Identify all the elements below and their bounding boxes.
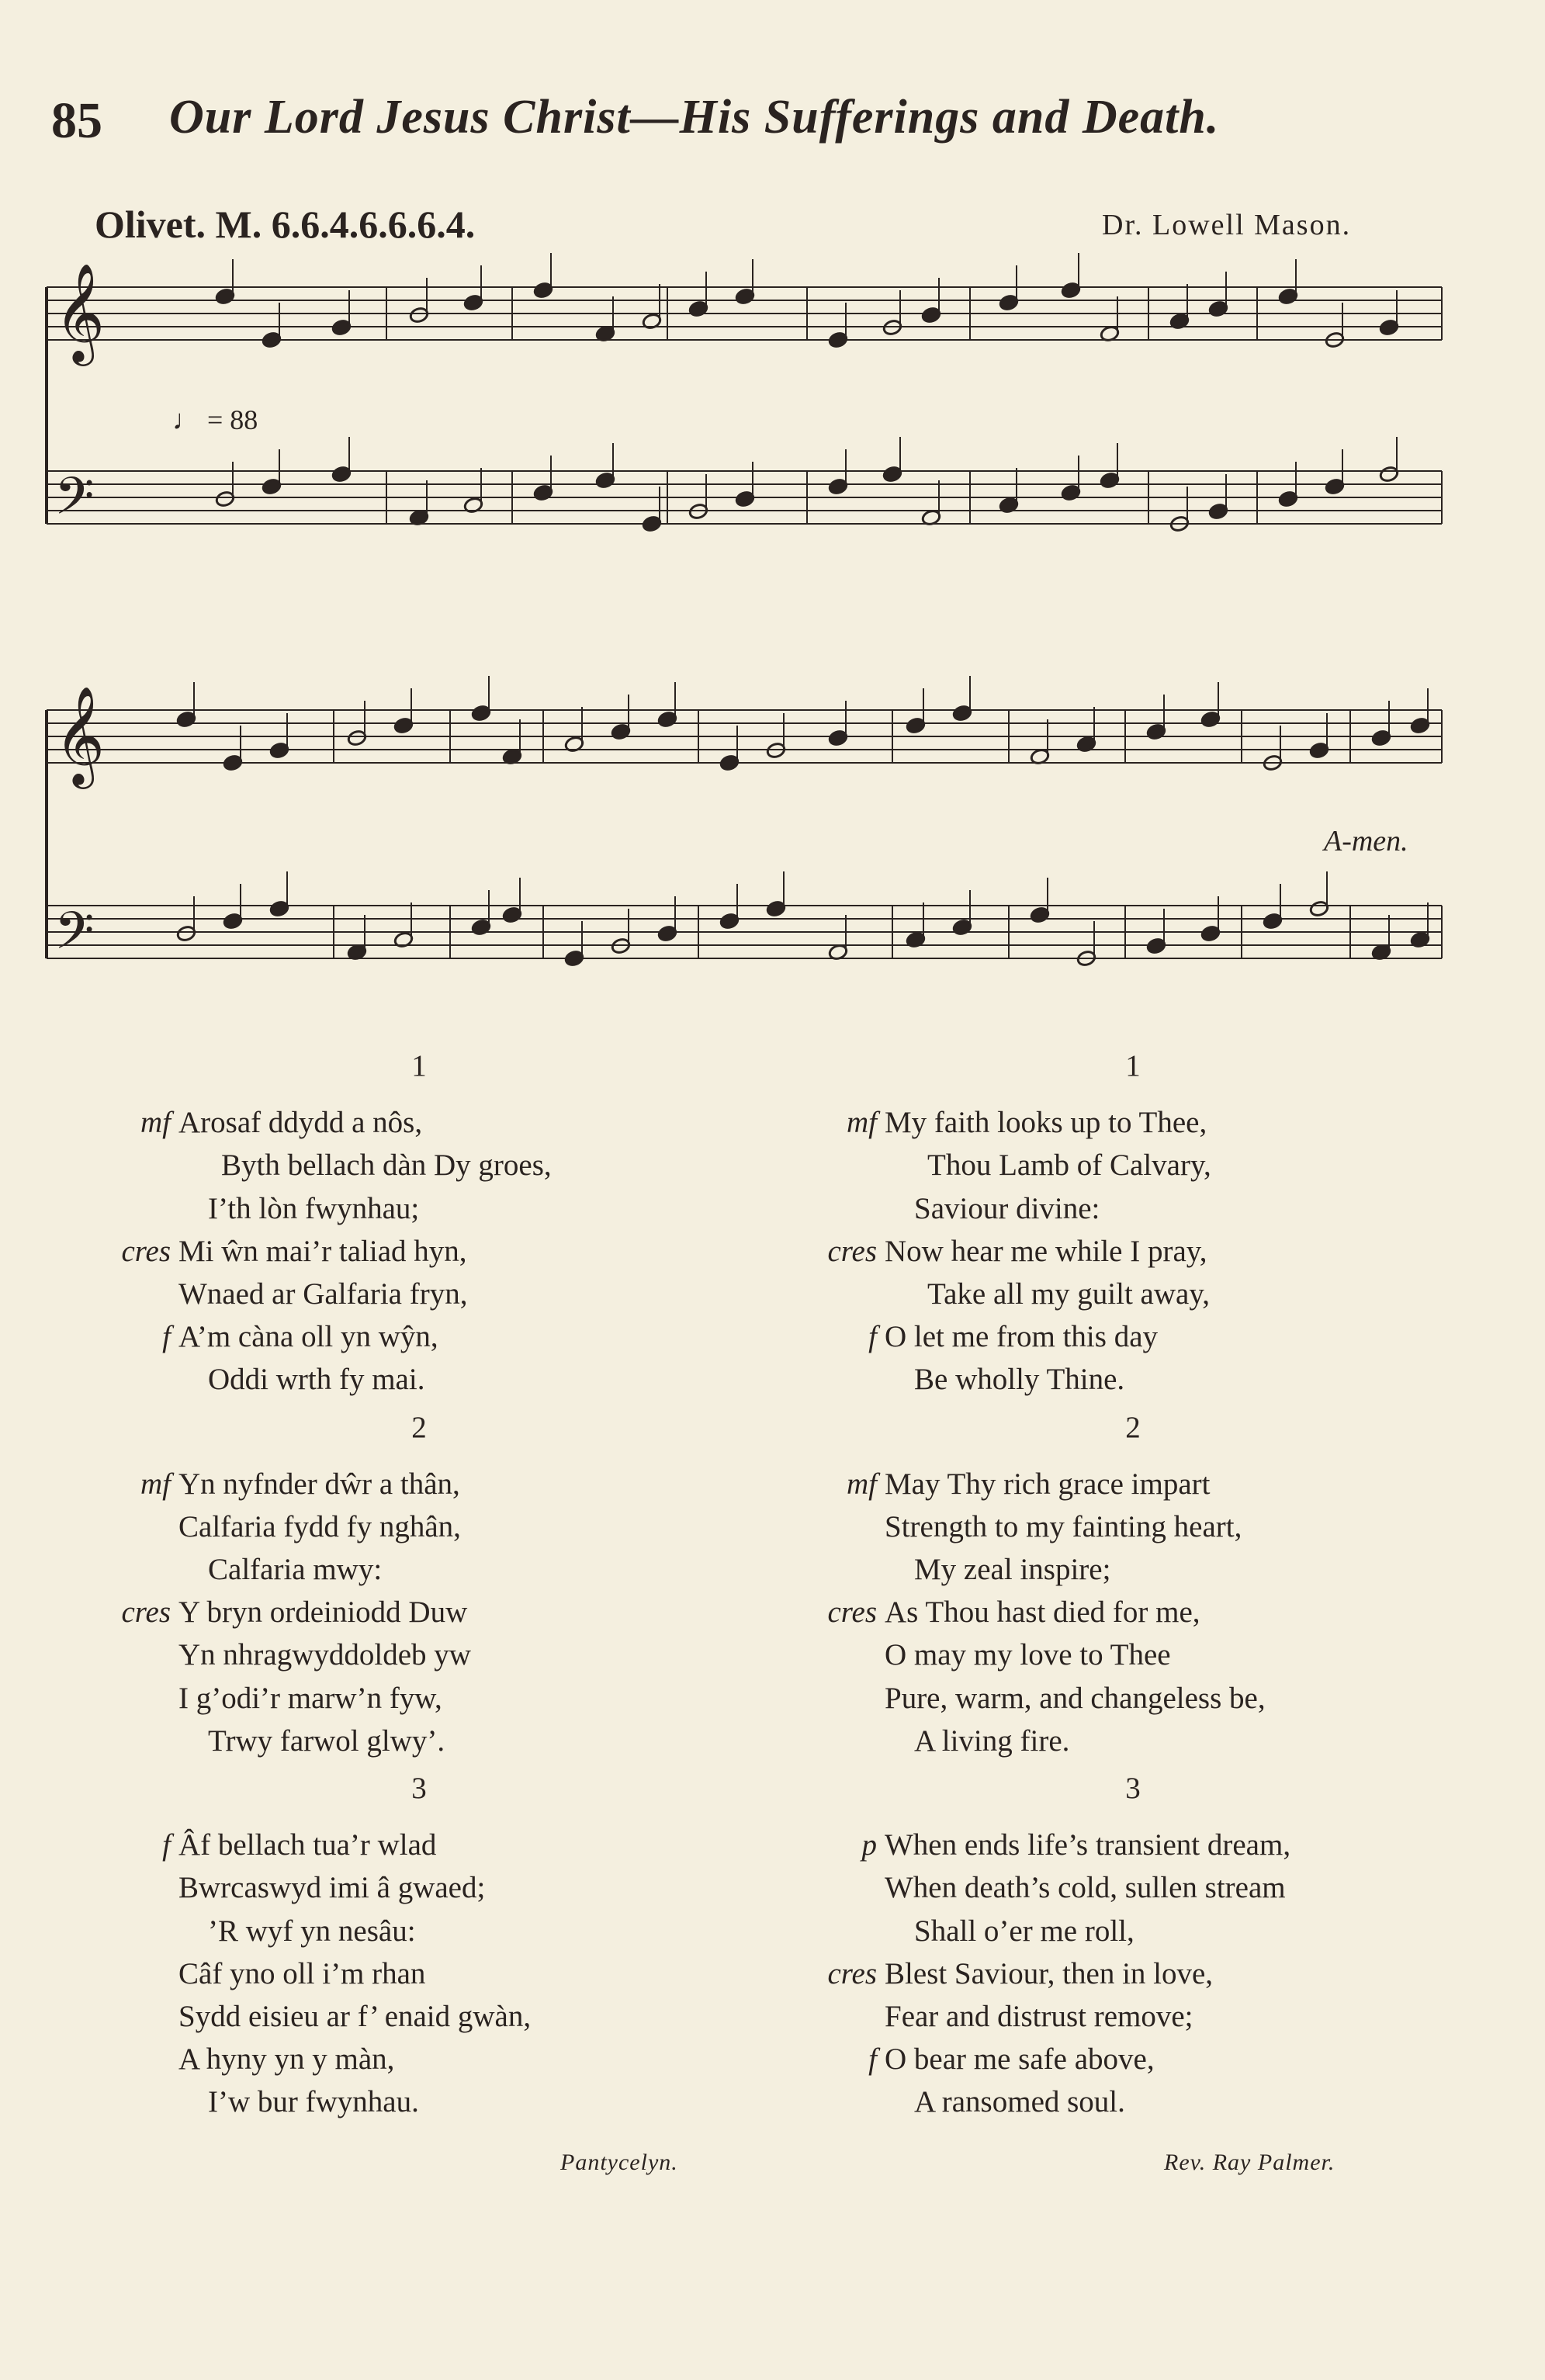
lyric-line	[101, 1144, 737, 1187]
lyric-line	[101, 1548, 737, 1591]
verse-number: 1	[1125, 1049, 1141, 1083]
lyric-line	[807, 1548, 1459, 1591]
lyric-line	[101, 1633, 737, 1676]
lyric-text: Arosaf ddydd a nôs,	[178, 1106, 423, 1140]
lyric-text: Shall o’er me roll,	[914, 1914, 1135, 1948]
lyric-text: Blest Saviour, then in love,	[885, 1956, 1214, 1990]
verse-number: 3	[411, 1772, 427, 1806]
dynamic-marking: f	[868, 2042, 877, 2077]
lyric-text: O may my love to Thee	[885, 1638, 1171, 1672]
dynamic-marking: mf	[140, 1106, 171, 1140]
verse-number: 2	[1125, 1410, 1141, 1444]
lyric-line	[101, 1866, 737, 1909]
lyric-text: When ends life’s transient dream,	[885, 1828, 1291, 1862]
lyric-line	[101, 1720, 737, 1762]
lyric-text: Y bryn ordeiniodd Duw	[178, 1595, 468, 1630]
lyric-line	[101, 1824, 737, 1866]
lyric-text: Calfaria fydd fy nghân,	[178, 1509, 461, 1543]
lyric-line	[807, 1315, 1459, 1358]
lyric-text: I’th lòn fwynhau;	[208, 1191, 420, 1225]
tempo-marking: ♩ = 88	[172, 404, 258, 435]
lyric-text: Now hear me while I pray,	[885, 1234, 1207, 1268]
lyric-text: Mi ŵn mai’r taliad hyn,	[178, 1234, 467, 1268]
lyric-line	[807, 1633, 1459, 1676]
lyric-line	[101, 1995, 737, 2038]
composer: Dr. Lowell Mason.	[1102, 209, 1352, 241]
lyric-line	[807, 1995, 1459, 2038]
welsh-author: Pantycelyn.	[560, 2150, 678, 2175]
lyric-line	[807, 1591, 1459, 1633]
lyric-text: Byth bellach dàn Dy groes,	[221, 1148, 552, 1183]
dynamic-marking: f	[162, 1320, 171, 1354]
lyric-line	[101, 1358, 737, 1401]
music-score	[0, 0, 1545, 1009]
tune-name: Olivet. M. 6.6.4.6.6.6.4.	[95, 203, 476, 246]
lyric-text: I g’odi’r marw’n fyw,	[178, 1681, 442, 1715]
dynamic-marking: cres	[827, 1234, 877, 1268]
amen-text: A-men.	[1324, 825, 1408, 857]
lyric-text: Sydd eisieu ar f’ enaid gwàn,	[178, 1999, 532, 2033]
lyric-text: Fear and distrust remove;	[885, 1999, 1193, 2033]
lyric-text: O let me from this day	[885, 1320, 1159, 1354]
lyric-line	[101, 2080, 737, 2123]
lyric-line	[807, 1910, 1459, 1952]
lyric-text: As Thou hast died for me,	[885, 1595, 1200, 1630]
lyric-text: Yn nhragwyddoldeb yw	[178, 1638, 471, 1672]
verse-number: 1	[411, 1049, 427, 1083]
lyric-line	[807, 1273, 1459, 1315]
lyric-text: Oddi wrth fy mai.	[208, 1363, 425, 1397]
lyric-text: Wnaed ar Galfaria fryn,	[178, 1277, 468, 1311]
svg-text:𝄢: 𝄢	[54, 901, 95, 973]
dynamic-marking: mf	[140, 1467, 171, 1501]
lyric-text: Âf bellach tua’r wlad	[178, 1828, 437, 1862]
dynamic-marking: p	[861, 1828, 877, 1862]
lyric-line	[807, 1144, 1459, 1187]
lyric-text: A living fire.	[914, 1724, 1070, 1758]
dynamic-marking: cres	[827, 1595, 877, 1630]
lyric-text: A ransomed soul.	[914, 2085, 1125, 2119]
lyric-line	[101, 1101, 737, 1144]
lyric-text: Yn nyfnder dŵr a thân,	[178, 1467, 460, 1501]
lyric-text: Take all my guilt away,	[927, 1277, 1211, 1311]
lyric-line	[807, 1230, 1459, 1273]
lyric-line	[101, 1463, 737, 1505]
lyric-text: ’R wyf yn nesâu:	[208, 1914, 416, 1948]
lyric-text: Pure, warm, and changeless be,	[885, 1681, 1266, 1715]
lyric-line	[807, 1677, 1459, 1720]
lyric-line	[101, 1230, 737, 1273]
lyric-text: Strength to my fainting heart,	[885, 1509, 1242, 1543]
lyric-line	[101, 1677, 737, 1720]
lyric-line	[807, 1358, 1459, 1401]
hymn-title: Our Lord Jesus Christ—His Sufferings and Death.	[169, 91, 1220, 144]
lyric-text: A’m càna oll yn wŷn,	[178, 1320, 438, 1354]
lyric-line	[807, 1824, 1459, 1866]
lyric-line	[807, 1101, 1459, 1144]
svg-text:𝄞: 𝄞	[54, 685, 106, 785]
lyric-text: My faith looks up to Thee,	[885, 1106, 1207, 1140]
lyric-line	[101, 1505, 737, 1548]
lyric-line	[807, 2038, 1459, 2080]
verse-number: 2	[411, 1410, 427, 1444]
lyric-text: My zeal inspire;	[914, 1553, 1111, 1587]
lyric-line	[101, 1952, 737, 1995]
dynamic-marking: f	[162, 1828, 171, 1862]
dynamic-marking: mf	[847, 1467, 877, 1501]
welsh-lyrics	[101, 1040, 737, 2124]
lyric-line	[101, 1187, 737, 1230]
lyric-line	[101, 1273, 737, 1315]
lyric-text: Saviour divine:	[914, 1191, 1100, 1225]
dynamic-marking: mf	[847, 1106, 877, 1140]
lyric-text: O bear me safe above,	[885, 2042, 1155, 2077]
dynamic-marking: cres	[121, 1595, 171, 1630]
lyric-text: A hyny yn y màn,	[178, 2042, 395, 2077]
hymn-number: 85	[51, 92, 102, 149]
lyric-text: When death’s cold, sullen stream	[885, 1871, 1286, 1905]
svg-text:𝄞: 𝄞	[54, 262, 106, 362]
dynamic-marking: f	[868, 1320, 877, 1354]
dynamic-marking: cres	[827, 1956, 877, 1990]
lyric-text: Calfaria mwy:	[208, 1553, 383, 1587]
lyric-text: May Thy rich grace impart	[885, 1467, 1211, 1501]
lyric-line	[807, 1866, 1459, 1909]
lyric-text: Thou Lamb of Calvary,	[927, 1148, 1211, 1183]
lyric-line	[807, 1505, 1459, 1548]
lyric-line	[807, 2080, 1459, 2123]
lyric-line	[101, 1910, 737, 1952]
lyric-line	[807, 1463, 1459, 1505]
lyric-text: Bwrcaswyd imi â gwaed;	[178, 1871, 486, 1905]
lyric-line	[807, 1720, 1459, 1762]
lyric-line	[101, 2038, 737, 2080]
verse-number: 3	[1125, 1772, 1141, 1806]
lyric-line	[101, 1315, 737, 1358]
english-author: Rev. Ray Palmer.	[1164, 2150, 1335, 2175]
svg-text:𝄢: 𝄢	[54, 466, 95, 539]
lyric-text: Câf yno oll i’m rhan	[178, 1956, 426, 1990]
lyric-text: Trwy farwol glwy’.	[208, 1724, 445, 1758]
lyric-text: I’w bur fwynhau.	[208, 2085, 419, 2119]
lyric-line	[807, 1187, 1459, 1230]
lyric-line	[807, 1952, 1459, 1995]
lyric-line	[101, 1591, 737, 1633]
lyric-text: Be wholly Thine.	[914, 1363, 1125, 1397]
english-lyrics	[807, 1040, 1459, 2124]
dynamic-marking: cres	[121, 1234, 171, 1268]
